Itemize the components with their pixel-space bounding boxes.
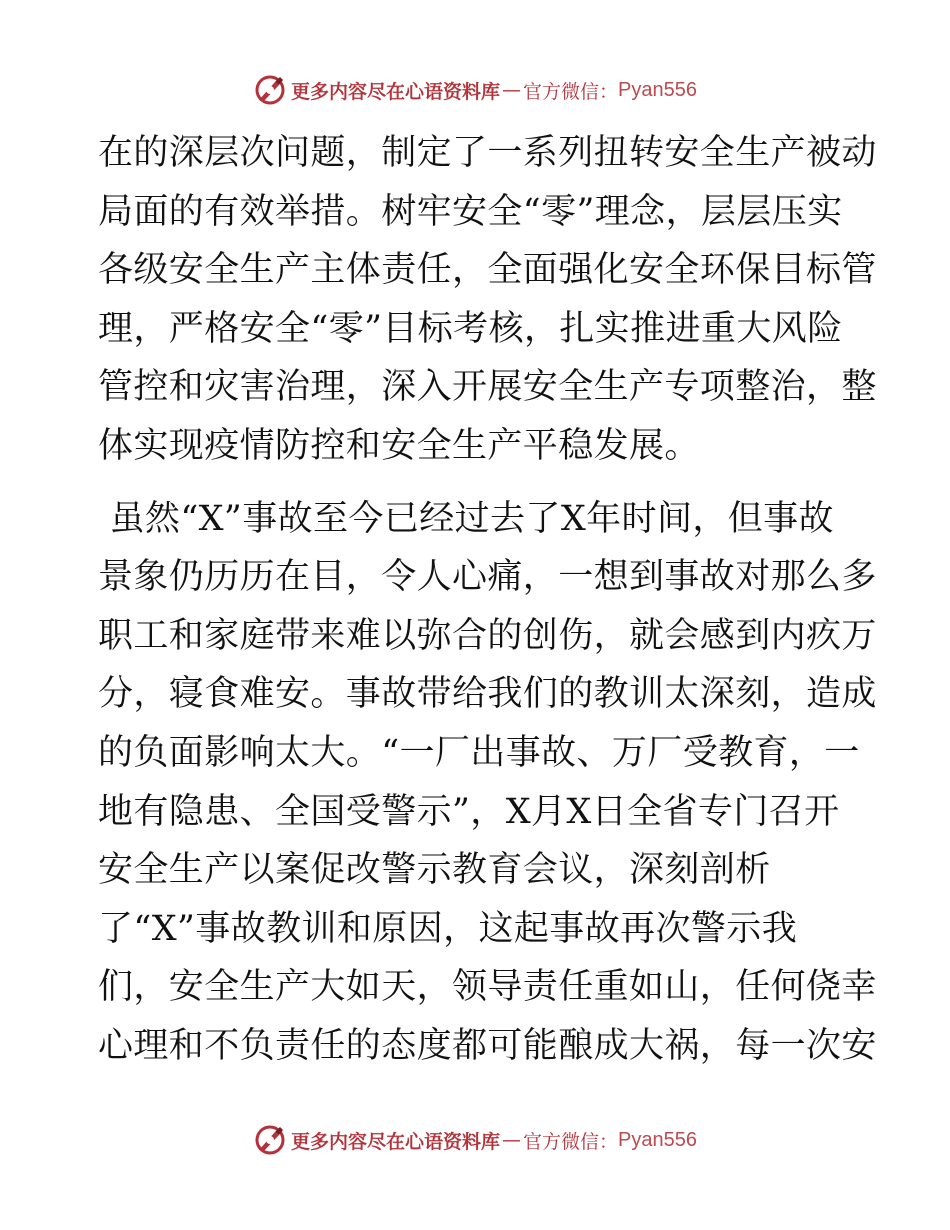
banner-label: 官方微信： <box>523 80 619 103</box>
text-line: 地有隐患、全国受警示”，X月X日全省专门召开 <box>98 791 840 832</box>
text-line: 的负面影响太大。“一厂出事故、万厂受教育，一 <box>98 732 860 773</box>
text-line: 安全生产以案促改警示教育会议，深刻剖析 <box>98 850 771 891</box>
paragraph-spacer <box>98 476 850 490</box>
banner-content <box>253 73 697 107</box>
text-line: 各级安全生产主体责任，全面强化安全环保目标管 <box>98 250 877 291</box>
paragraph-2 <box>98 490 877 1076</box>
text-line: 分，寝食难安。事故带给我们的教训太深刻，造成 <box>98 674 877 715</box>
header-banner <box>0 70 950 110</box>
banner-content <box>253 1123 697 1157</box>
text-line: 了“X”事故教训和原因，这起事故再次警示我 <box>98 908 798 949</box>
text-line: 局面的有效举措。树牢安全“零”理念，层层压实 <box>98 191 843 232</box>
banner-wechat-id: Pyan556 <box>618 78 697 101</box>
document-body <box>98 124 877 1076</box>
footer-banner <box>0 1120 950 1160</box>
text-line: 在的深层次问题，制定了一系列扭转安全生产被动 <box>98 133 877 173</box>
pen-logo-icon <box>253 73 287 107</box>
text-line: 管控和灾害治理，深入开展安全生产专项整治，整 <box>98 367 877 408</box>
banner-separator: — <box>502 79 522 101</box>
banner-text: 更多内容尽在心语资料库 <box>291 80 501 103</box>
text-line: 理，严格安全“零”目标考核，扎实推进重大风险 <box>98 308 843 349</box>
banner-text: 更多内容尽在心语资料库 <box>291 1130 501 1153</box>
pen-logo-icon <box>253 1123 287 1157</box>
text-line: 虽然“X”事故至今已经过去了X年时间，但事故 <box>98 498 834 539</box>
text-line: 职工和家庭带来难以弥合的创伤，就会感到内疚万 <box>98 615 877 656</box>
paragraph-1 <box>98 124 877 476</box>
text-line: 心理和不负责任的态度都可能酿成大祸，每一次安 <box>98 1025 877 1066</box>
text-line: 景象仍历历在目，令人心痛，一想到事故对那么多 <box>98 557 877 598</box>
banner-label: 官方微信： <box>523 1130 619 1153</box>
text-line: 们，安全生产大如天，领导责任重如山，任何侥幸 <box>98 967 877 1008</box>
banner-separator: — <box>502 1129 522 1151</box>
text-line: 体实现疫情防控和安全生产平稳发展。 <box>98 425 700 466</box>
banner-wechat-id: Pyan556 <box>618 1128 697 1151</box>
